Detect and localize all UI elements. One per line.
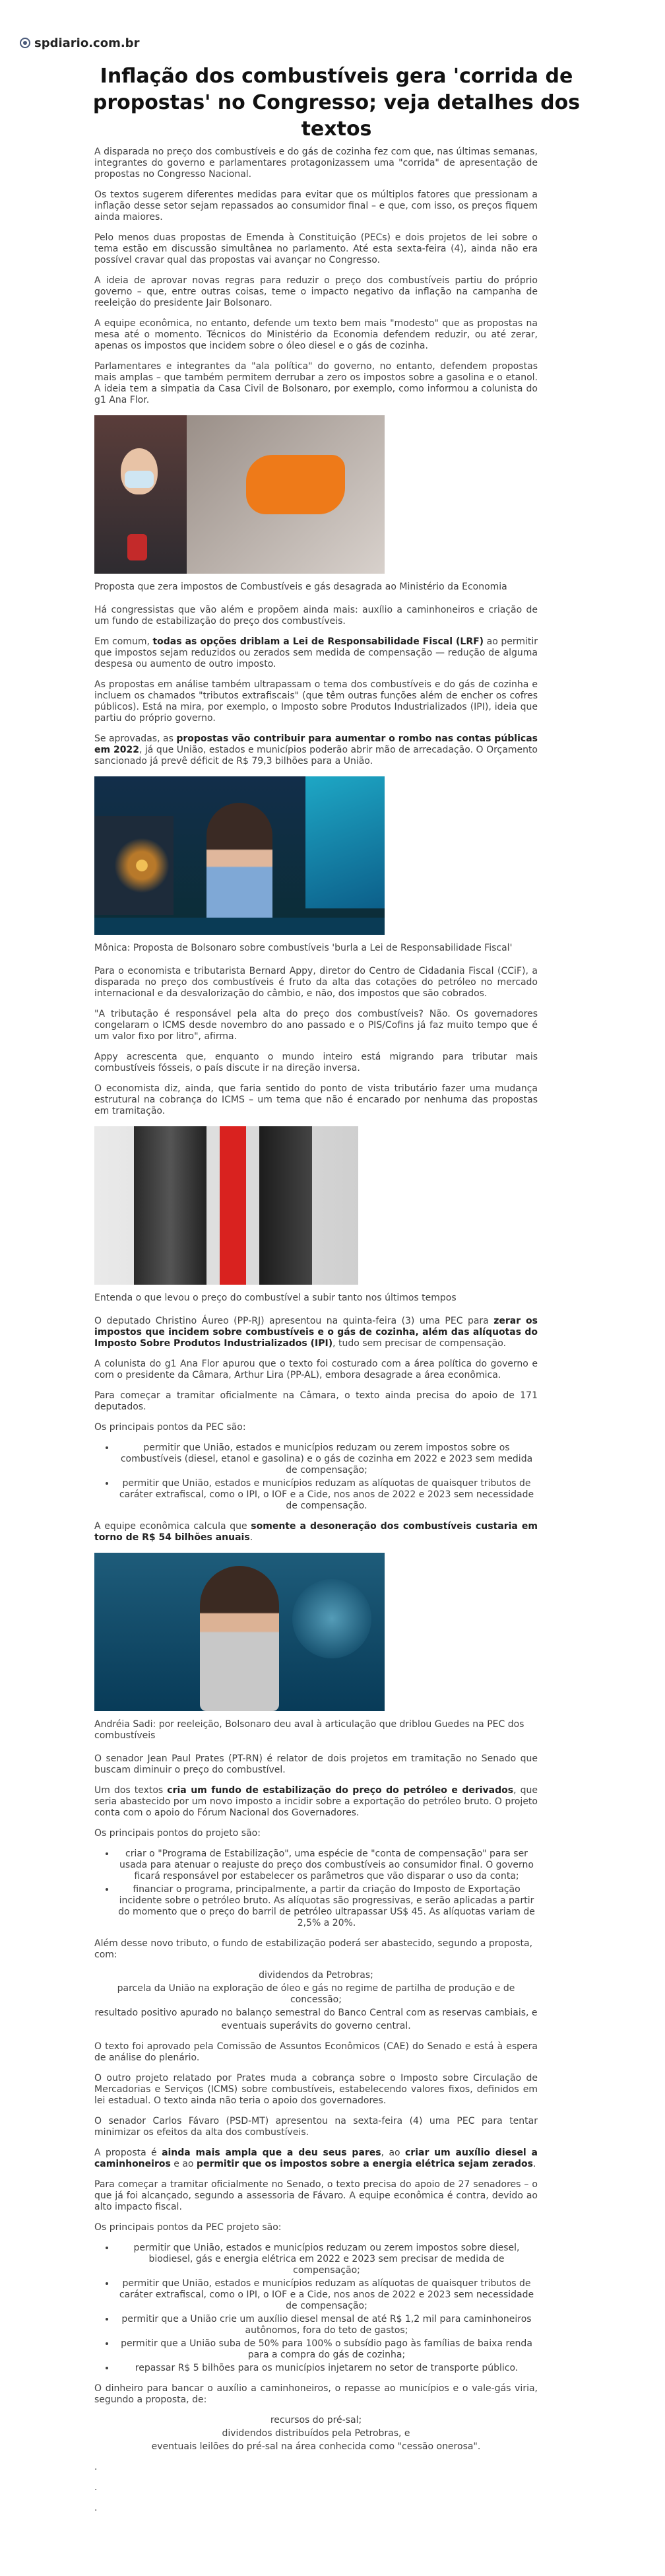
paragraph: [94, 1316, 538, 1349]
figure-4: [94, 1553, 538, 1711]
text: , já que União, estados e municípios poderão abrir mão de arrecadação. O Orçamento sancionado já prevê déficit de R$ 79,3 bilhões para a União.: [94, 745, 538, 766]
bullet-list: [94, 1970, 538, 2032]
article-title: Inflação dos combustíveis gera 'corrida de propostas' no Congresso; veja detalhes dos textos: [92, 65, 581, 141]
highlight: permitir que os impostos sobre a energia elétrica sejam zerados: [196, 2159, 533, 2169]
paragraph: Os principais pontos do projeto são:: [94, 1828, 261, 1839]
text: A equipe econômica calcula que: [94, 1521, 251, 1532]
image-caption: Mônica: Proposta de Bolsonaro sobre combustíveis 'burla a Lei de Responsabilidade Fiscal': [94, 943, 513, 953]
paragraph: [94, 1521, 538, 1543]
image-part: [246, 455, 345, 514]
highlight: todas as opções driblam a Lei de Responsabilidade Fiscal (LRF): [152, 636, 484, 647]
paragraph: A colunista do g1 Ana Flor apurou que o texto foi costurado com a área política do governo e com o presidente da Câmara, Arthur Lira (PP-AL), embora desagrade a área econômica.: [94, 1359, 538, 1380]
image-part: [94, 816, 174, 915]
list-item: eventuais superávits do governo central.: [221, 2021, 411, 2031]
paragraph: O economista diz, ainda, que faria sentido do ponto de vista tributário fazer uma mudança estrutural na cobrança do ICMS – um tema que não é encarado por nenhuma das propostas em tramitação.: [94, 1083, 538, 1116]
commentator-video-image[interactable]: [94, 776, 385, 935]
site-header[interactable]: [20, 34, 139, 51]
paragraph: A equipe econômica, no entanto, defende um texto bem mais "modesto" que as propostas na mesa até o momento. Técnicos do Ministério da Economia defendem reduzir, ou até zerar, apenas os impostos que incidem sobre o óleo diesel e o gás de cozinha.: [94, 318, 538, 351]
highlight: propostas vão contribuir para aumentar o rombo nas contas públicas em 2022: [94, 733, 538, 755]
text: .: [532, 2159, 536, 2169]
paragraph: "A tributação é responsável pela alta do preço dos combustíveis? Não. Os governadores congelaram o ICMS desde novembro do ano passado e o PIS/Cofins já faz muito tempo que é um valor fixo por litro", afirma.: [94, 1009, 538, 1042]
list-item: dividendos distribuídos pela Petrobras, e: [222, 2428, 410, 2439]
paragraph: O outro projeto relatado por Prates muda a cobrança sobre o Imposto sobre Circulação de Mercadorias e Serviços (ICMS) sobre combustíveis, estabelecendo valores fixos, definidos em lei estadual. O texto ainda não teria o apoio dos governadores.: [94, 2073, 538, 2106]
image-part: [305, 776, 385, 908]
trailing-dot: .: [94, 2482, 98, 2493]
paragraph: [94, 1785, 538, 1819]
trailing-dot: .: [94, 2462, 98, 2472]
bullet-list: [94, 2415, 538, 2453]
list-item: recursos do pré-sal;: [270, 2415, 362, 2425]
image-part: [259, 1126, 312, 1285]
fuel-pumps-image[interactable]: [94, 1126, 358, 1285]
paragraph: [94, 733, 538, 767]
paragraph: Os principais pontos da PEC são:: [94, 1422, 246, 1433]
paragraph: A ideia de aprovar novas regras para reduzir o preço dos combustíveis partiu do próprio governo – que, entre outras coisas, teme o impacto negativo da inflação na campanha de reeleição do presidente Jair Bolsonaro.: [94, 275, 538, 308]
paragraph: Para começar a tramitar oficialmente no Senado, o texto precisa do apoio de 27 senadores – o que já foi alcançado, segundo a assessoria de Fávaro. A equipe econômica é contra, devido ao alto impacto fiscal.: [94, 2179, 538, 2212]
paragraph: Para começar a tramitar oficialmente na Câmara, o texto ainda precisa do apoio de 171 deputados.: [94, 1390, 538, 1412]
text: , que seria abastecido por um novo imposto a incidir sobre a exportação do petróleo bruto. O projeto conta com o apoio do Fórum Nacional dos Governadores.: [94, 1785, 538, 1818]
text: e ao: [170, 2159, 197, 2169]
paragraph: Appy acrescenta que, enquanto o mundo inteiro está migrando para tributar mais combustíveis fósseis, o país discute ir na direção inversa.: [94, 1052, 538, 1073]
reporter-and-fuel-nozzle-image: [94, 415, 385, 574]
list-item: parcela da União na exploração de óleo e gás no regime de partilha de produção e de concessão;: [117, 1983, 515, 2005]
paragraph: Além desse novo tributo, o fundo de estabilização poderá ser abastecido, segundo a proposta, com:: [94, 1938, 533, 1960]
commentator-video-image[interactable]: [94, 1553, 385, 1711]
text: O deputado Christino Áureo (PP-RJ) apresentou na quinta-feira (3) uma PEC para: [94, 1316, 494, 1326]
paragraph: [94, 2148, 538, 2170]
paragraph: [94, 636, 538, 670]
paragraph: Os principais pontos da PEC projeto são:: [94, 2222, 282, 2233]
list-item: • financiar o programa, principalmente, a partir da criação do Imposto de Exportação incidente sobre o petróleo bruto. As alíquotas são progressivas, e serão aplicadas a partir do momento que o preço do barril de petróleo ultrapassar US$ 45. As alíquotas variam de 2,5% a 20%.: [115, 1884, 538, 1929]
image-part: [220, 1126, 246, 1285]
paragraph: Há congressistas que vão além e propõem ainda mais: auxílio a caminhoneiros e criação de um fundo de estabilização do preço dos combustíveis.: [94, 605, 538, 627]
highlight: criar um auxílio diesel a caminhoneiros: [94, 2148, 538, 2169]
trailing-dot: .: [94, 2503, 98, 2513]
text: Em comum,: [94, 636, 153, 647]
paragraph: As propostas em análise também ultrapassam o tema dos combustíveis e do gás de cozinha e incluem os chamados "tributos extrafiscais" (que têm outras funções além de encher os cofres públicos). Está na mira, por exemplo, o Imposto sobre Produtos Industrializados (IPI), ideia que partiu do próprio governo.: [94, 679, 538, 724]
highlight: cria um fundo de estabilização do preço do petróleo e derivados: [167, 1785, 514, 1796]
paragraph: Pelo menos duas propostas de Emenda à Constituição (PECs) e dois projetos de lei sobre o tema estão em discussão simultânea no parlamento. Até esta sexta-feira (4), ainda não era possível cravar qual das propostas vai avançar no Congresso.: [94, 232, 538, 265]
text: .: [249, 1532, 253, 1543]
paragraph: O senador Jean Paul Prates (PT-RN) é relator de dois projetos em tramitação no Senado que buscam diminuir o preço do combustível.: [94, 1753, 538, 1775]
list-item: • permitir que União, estados e municípios reduzam ou zerem impostos sobre diesel, biodiesel, gás e energia elétrica em 2022 e 2023 sem precisar de medida de compensação;: [115, 2243, 538, 2276]
image-part: [200, 1566, 279, 1711]
list-item: • repassar R$ 5 bilhões para os municípios injetarem no setor de transporte público.: [115, 2363, 538, 2374]
highlight: somente a desoneração dos combustíveis custaria em torno de R$ 54 bilhões anuais: [94, 1521, 538, 1543]
text: , tudo sem precisar de compensação.: [332, 1338, 507, 1349]
paragraph: A disparada no preço dos combustíveis e do gás de cozinha fez com que, nas últimas semanas, integrantes do governo e parlamentares protagonizassem uma "corrida" de apresentação de propostas no Congresso Nacional.: [94, 147, 538, 180]
list-item: • permitir que a União crie um auxílio diesel mensal de até R$ 1,2 mil para caminhoneiros autônomos, fora do teto de gastos;: [115, 2314, 538, 2336]
paragraph: Parlamentares e integrantes da "ala política" do governo, no entanto, defendem propostas mais amplas – que também permitem derrubar a zero os impostos sobre a gasolina e o etanol. A ideia tem a simpatia da Casa Civil de Bolsonaro, por exemplo, como informou a colunista do g1 Ana Flor.: [94, 361, 538, 405]
image-part: [134, 1126, 206, 1285]
image-caption: Entenda o que levou o preço do combustível a subir tanto nos últimos tempos: [94, 1293, 457, 1303]
paragraph: O texto foi aprovado pela Comissão de Assuntos Econômicos (CAE) do Senado e está à espera de análise do plenário.: [94, 2041, 538, 2063]
highlight: ainda mais ampla que a deu seus pares: [162, 2148, 381, 2158]
figure-3: [94, 1126, 538, 1285]
bullet-list: [94, 1442, 538, 1512]
text: A proposta é: [94, 2148, 162, 2158]
image-part: [125, 471, 154, 488]
paragraph: O dinheiro para bancar o auxílio a caminhoneiros, o repasse ao municípios e o vale-gás viria, segundo a proposta, de:: [94, 2383, 538, 2405]
list-item: eventuais leilões do pré-sal na área conhecida como "cessão onerosa".: [151, 2441, 481, 2452]
list-item: • criar o "Programa de Estabilização", uma espécie de "conta de compensação" para ser usada para atenuar o reajuste do preço dos combustíveis ao consumidor final. O governo ficará responsável por estabelecer os parâmetros que vão disparar o uso da conta;: [115, 1848, 538, 1882]
list-item: dividendos da Petrobras;: [259, 1970, 373, 1981]
bullet-list: [94, 2243, 538, 2374]
text: Um dos textos: [94, 1785, 168, 1796]
image-part: [206, 803, 272, 935]
list-item: • permitir que União, estados e municípios reduzam as alíquotas de quaisquer tributos de caráter extrafiscal, como o IPI, o IOF e a Cide, nos anos de 2022 e 2023 sem necessidade de compensação.: [115, 1478, 538, 1512]
highlight: zerar os impostos que incidem sobre combustíveis e o gás de cozinha, além das alíquotas do Imposto Sobre Produtos Industrializados (IPI): [94, 1316, 538, 1349]
list-item: resultado positivo apurado no balanço semestral do Banco Central com as reservas cambiais, e: [94, 2008, 538, 2018]
image-caption: Andréia Sadi: por reeleição, Bolsonaro deu aval à articulação que driblou Guedes na PEC dos combustíveis: [94, 1719, 524, 1741]
list-item: • permitir que União, estados e municípios reduzam ou zerem impostos sobre os combustíveis (diesel, etanol e gasolina) e o gás de cozinha em 2022 e 2023 sem medida de compensação;: [115, 1442, 538, 1476]
bullet-list: [94, 1848, 538, 1929]
paragraph: O senador Carlos Fávaro (PSD-MT) apresentou na sexta-feira (4) uma PEC para tentar minimizar os efeitos da alta dos combustíveis.: [94, 2116, 538, 2138]
text: Se aprovadas, as: [94, 733, 177, 744]
image-caption: Proposta que zera impostos de Combustíveis e gás desagrada ao Ministério da Economia: [94, 582, 507, 592]
text: ao permitir que impostos sejam reduzidos ou zerados sem medida de compensação — redução de alguma despesa ou aumento de outro imposto.: [94, 636, 538, 669]
list-item: • permitir que a União suba de 50% para 100% o subsídio pago às famílias de baixa renda para a compra do gás de cozinha;: [115, 2338, 538, 2361]
image-part: [127, 534, 147, 560]
article-body: [94, 147, 538, 2514]
image-part: [292, 1579, 371, 1658]
figure-1: [94, 415, 538, 574]
image-part: [94, 918, 385, 935]
site-logo-icon: [20, 38, 30, 48]
list-item: • permitir que União, estados e municípios reduzam as alíquotas de quaisquer tributos de caráter extrafiscal, como o IPI, o IOF e a Cide, nos anos de 2022 e 2023 sem necessidade de compensação;: [115, 2278, 538, 2312]
site-name[interactable]: spdiario.com.br: [34, 36, 140, 50]
figure-2: [94, 776, 538, 935]
paragraph: Os textos sugerem diferentes medidas para evitar que os múltiplos fatores que pressionam a inflação desse setor sejam repassados ao consumidor final – e que, com isso, os preços fiquem ainda maiores.: [94, 189, 538, 222]
paragraph: Para o economista e tributarista Bernard Appy, diretor do Centro de Cidadania Fiscal (CCiF), a disparada no preço dos combustíveis é fruto da alta das cotações do petróleo no mercado internacional e da desvalorização do câmbio, e não, dos impostos que são cobrados.: [94, 966, 538, 999]
text: , ao: [381, 2148, 405, 2158]
